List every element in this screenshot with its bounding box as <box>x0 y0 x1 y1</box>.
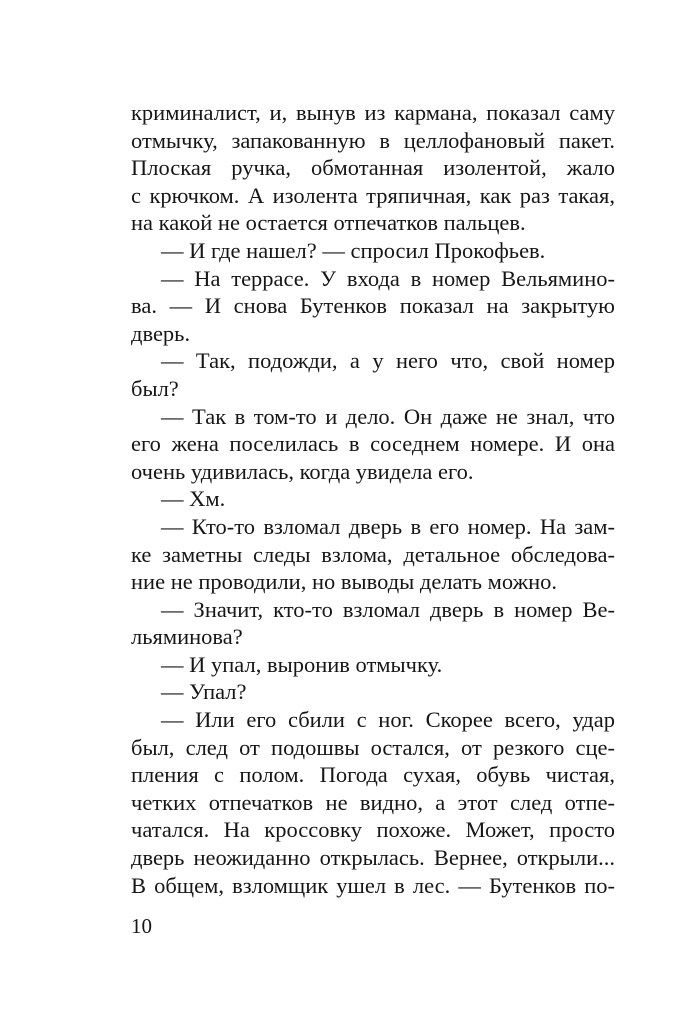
text-line: отмычку, запакованную в целлофановый пакет. <box>131 127 615 153</box>
text-line: — И упал, выронив отмычку. <box>161 651 443 677</box>
text-line: очень удивилась, когда увидела его. <box>131 458 474 484</box>
text-line: — Хм. <box>161 486 226 512</box>
text-line: был, след от подошвы остался, от резкого сце- <box>131 734 615 760</box>
text-line: — Значит, кто-то взломал дверь в номер Ве- <box>161 596 615 622</box>
text-line: ке заметны следы взлома, детальное обследова- <box>131 541 615 567</box>
text-line: криминалист, и, вынув из кармана, показал саму <box>131 100 615 125</box>
text-line: — И где нашел? — спросил Прокофьев. <box>161 237 546 263</box>
text-line: — Или его сбили с ног. Скорее всего, удар <box>161 707 615 733</box>
text-line: — Кто-то взломал дверь в его номер. На зам- <box>161 513 615 539</box>
text-line: чатался. На кроссовку похоже. Может, просто <box>131 817 615 843</box>
text-line: дверь неожиданно открылась. Вернее, открыли... <box>131 845 615 871</box>
text-line: дверь. <box>131 320 191 346</box>
page-number: 10 <box>131 914 152 938</box>
text-line: В общем, взломщик ушел в лес. — Бутенков по- <box>131 872 615 898</box>
text-line: пления с полом. Погода сухая, обувь чистая, <box>131 762 615 788</box>
text-line: четких отпечатков не видно, а этот след отпе- <box>131 789 615 815</box>
body-text <box>131 99 615 899</box>
text-line: — На террасе. У входа в номер Вельямино- <box>161 265 615 291</box>
text-line: ние не проводили, но выводы делать можно. <box>131 569 558 595</box>
text-line: — Упал? <box>161 679 247 705</box>
text-line: — Так, подожди, а у него что, свой номер <box>161 348 615 374</box>
text-line: Плоская ручка, обмотанная изолентой, жало <box>131 155 615 181</box>
text-line: ва. — И снова Бутенков показал на закрытую <box>131 293 615 319</box>
text-line: его жена поселилась в соседнем номере. И она <box>131 431 615 457</box>
text-line: льяминова? <box>131 624 243 650</box>
text-line: был? <box>131 375 179 401</box>
text-line: с крючком. А изолента тряпичная, как раз такая, <box>131 182 615 208</box>
text-line: на какой не остается отпечатков пальцев. <box>131 210 526 236</box>
text-line: — Так в том-то и дело. Он даже не знал, что <box>161 403 615 429</box>
